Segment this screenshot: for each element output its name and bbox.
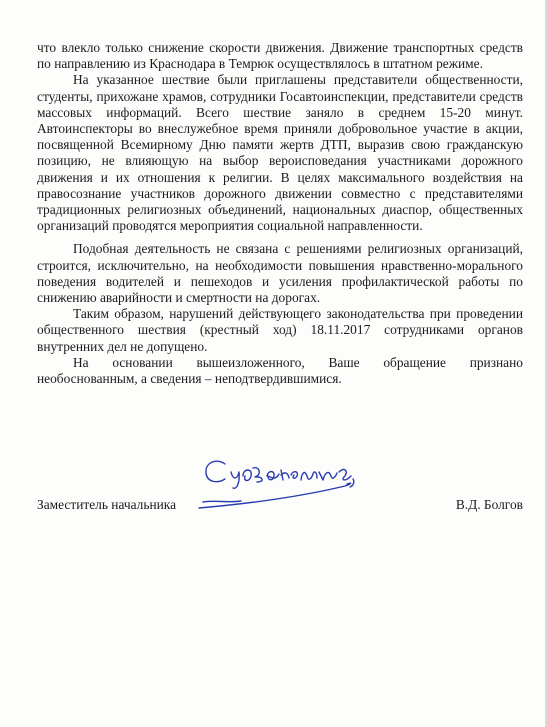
paragraph-activity-purpose: Подобная деятельность не связана с решениями религиозных организаций, строится, исключительно, на необходимости повышения нравственно-морального поведения водителей и пешеходов и усиления профилактической работы по снижению аварийности и смертности на дорогах. — [37, 241, 523, 306]
signatory-title: Заместитель начальника — [37, 497, 177, 512]
paragraph-conclusion: На основании вышеизложенного, Ваше обращение признано необоснованным, а сведения – неподтвердившимися. — [37, 354, 523, 387]
paragraph-no-violations: Таким образом, нарушений действующего законодательства при проведении общественного шествия (крестный ход) 18.11.2017 сотрудниками органов внутренних дел не допущено. — [37, 306, 523, 354]
letter-body — [37, 40, 523, 387]
signatory-name: В.Д. Болгов — [455, 497, 523, 512]
paragraph-procession-participants: На указанное шествие были приглашены представители общественности, студенты, прихожане храмов, сотрудники Госавтоинспекции, представители средств массовых информаций. Всего шествие заняло в среднем 15-20 минут. Автоинспекторы во внеслужебное время приняли добровольное участие в акции, посвященной Всемирному Дню памяти жертв ДТП, выразив свою гражданскую позицию, не влияющую на выбор вероисповедания участниками дорожного движения и их отношения к религии. В целях максимального воздействия на правосознание участников дорожного движении совместно с представителями традиционных религиозных объединений, национальных диаспор, общественных организаций проводятся мероприятия социальной направленности. — [37, 72, 523, 234]
handwritten-signature — [195, 446, 365, 526]
paragraph-continuation: что влекло только снижение скорости движения. Движение транспортных средств по направлению из Краснодара в Темрюк осуществлялось в штатном режиме. — [37, 40, 523, 72]
